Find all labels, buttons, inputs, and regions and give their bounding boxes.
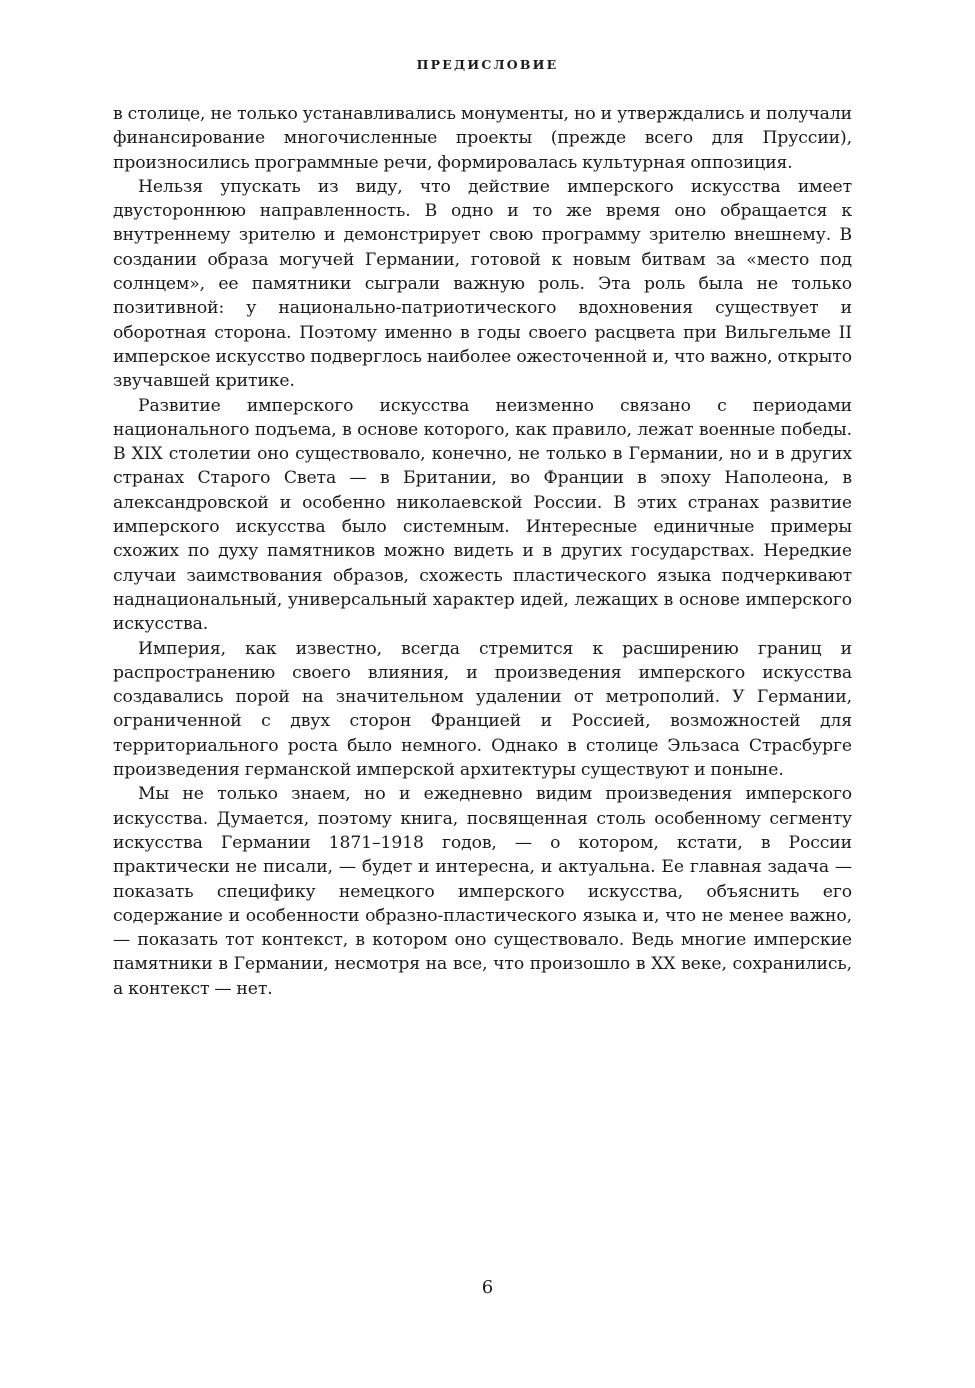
running-head-title: ПРЕДИСЛОВИЕ [416, 57, 559, 72]
paragraph: Нельзя упускать из виду, что действие имперского искусства имеет двустороннюю направленность. В одно и то же время оно обращается к внутреннему зрителю и демонстрирует свою программу зрителю внешнему. В создании образа могучей Германии, готовой к новым битвам за «место под солнцем», ее памятники сыграли важную роль. Эта роль была не только позитивной: у национально-патриотического вдохновения существует и оборотная сторона. Поэтому именно в годы своего расцвета при Вильгельме II имперское искусство подверглось наиболее ожесточенной и, что важно, открыто звучавшей критике. [113, 176, 852, 392]
paragraph: Империя, как известно, всегда стремится к расширению границ и распространению своего влияния, и произведения имперского искусства создавались порой на значительном удалении от метрополий. У Германии, ограниченной с двух сторон Францией и Россией, возможностей для территориального роста было немного. Однако в столице Эльзаса Страсбурге произведения германской имперской архитектуры существуют и поныне. [113, 638, 852, 781]
paragraph: Развитие имперского искусства неизменно связано с периодами национального подъема, в основе которого, как правило, лежат военные победы. В XIX столетии оно существовало, конечно, не только в Германии, но и в других странах Старого Света — в Британии, во Франции в эпоху Наполеона, в александровской и особенно николаевской России. В этих странах развитие имперского искусства было системным. Интересные единичные примеры схожих по духу памятников можно видеть и в других государствах. Нередкие случаи заимствования образов, схожесть пластического языка подчеркивают наднациональный, универсальный характер идей, лежащих в основе имперского искусства. [113, 395, 852, 635]
body-text [113, 102, 852, 1001]
page-number: 6 [481, 1277, 494, 1298]
paragraph-continued: в столице, не только устанавливались монументы, но и утверждались и получали финансирование многочисленные проекты (прежде всего для Пруссии), произносились программные речи, формировалась культурная оппозиция. [113, 104, 852, 173]
paragraph: Мы не только знаем, но и ежедневно видим произведения имперского искусства. Думается, поэтому книга, посвященная столь особенному сегменту искусства Германии 1871–1918 годов, — о котором, кстати, в России практически не писали, — будет и интересна, и актуальна. Ее главная задача — показать специфику немецкого имперского искусства, объяснить его содержание и особенности образно-пластического языка и, что не менее важно, — показать тот контекст, в котором оно существовало. Ведь многие имперские памятники в Германии, несмотря на все, что произошло в XX веке, сохранились, а контекст — нет. [113, 784, 852, 999]
